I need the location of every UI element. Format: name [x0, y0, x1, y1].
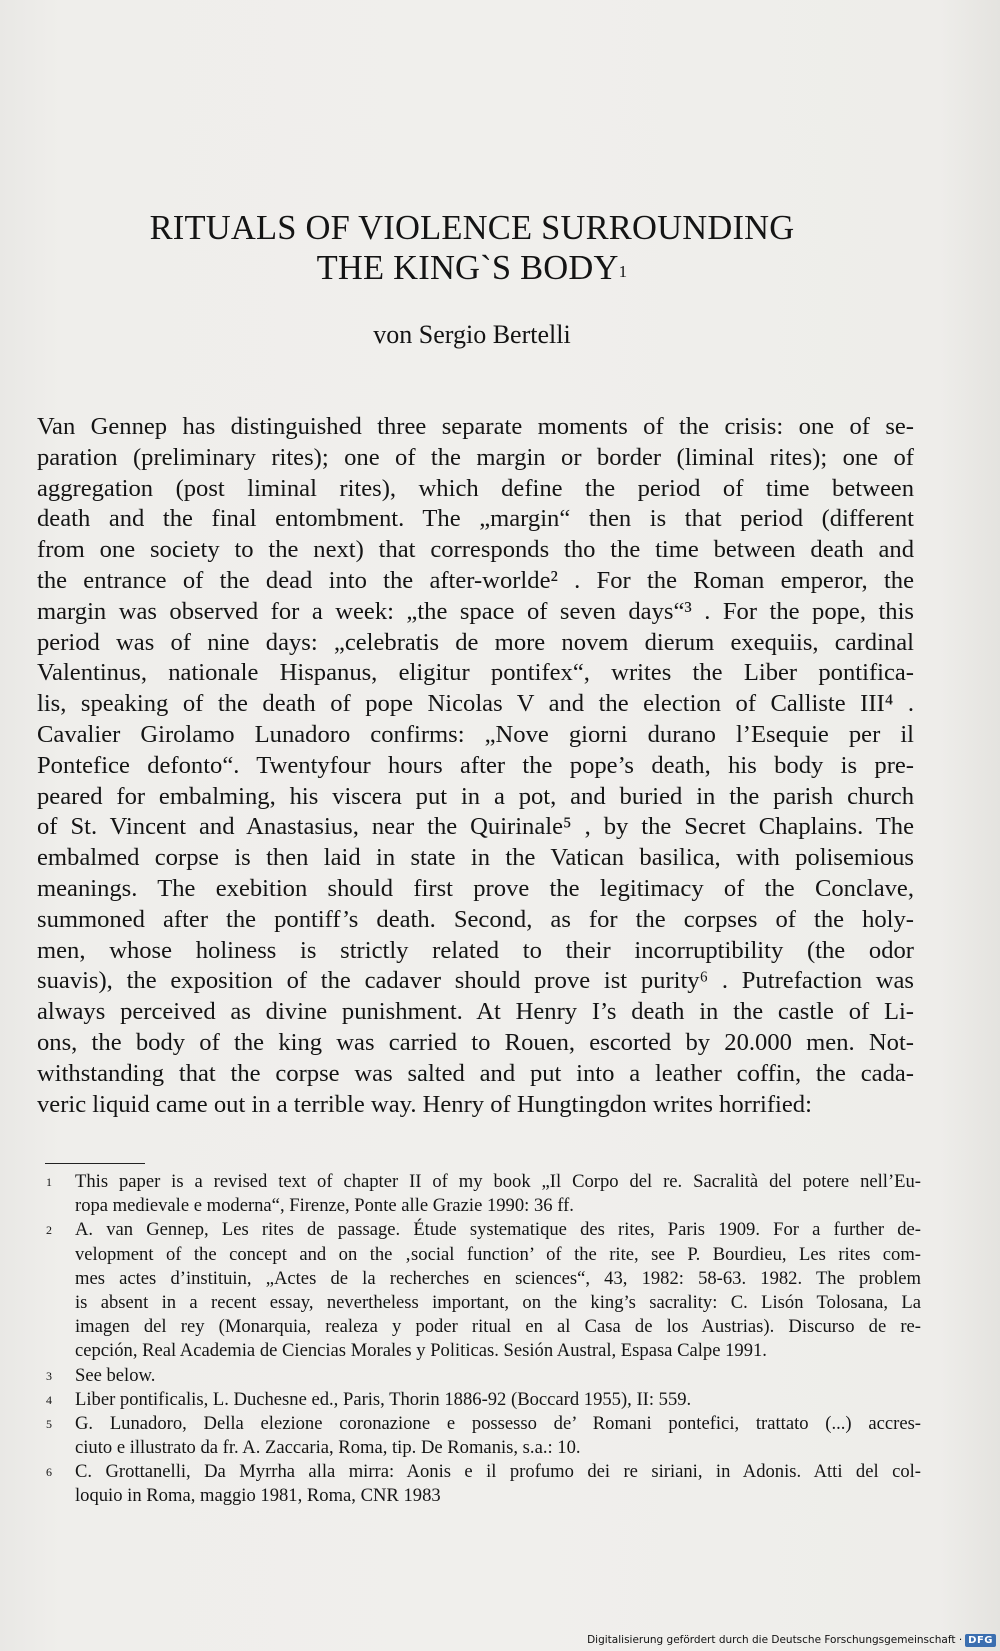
- body-line: peared for embalming, his viscera put in a pot, and buried in the parish church: [37, 782, 914, 810]
- body-line: from one society to the next) that corresponds tho the time between death and: [37, 536, 914, 564]
- footnote-line: is absent in a recent essay, nevertheless important, on the king’s sacrality: C. Lisón Tolosana, La: [75, 1291, 921, 1313]
- body-line: aggregation (post liminal rites), which define the period of time between: [37, 474, 914, 502]
- footnote-number: 2: [46, 1223, 52, 1238]
- body-line: meanings. The exebition should first prove the legitimacy of the Conclave,: [37, 874, 914, 902]
- footnote-6: [46, 1460, 921, 1508]
- footnote-5: [46, 1412, 921, 1460]
- body-line: lis, speaking of the death of pope Nicolas V and the election of Calliste III⁴ .: [37, 690, 914, 718]
- dfg-logo: DFG: [965, 1634, 996, 1647]
- title-line-1: RITUALS OF VIOLENCE SURROUNDING: [149, 209, 795, 247]
- body-line: the entrance of the dead into the after-worlde² . For the Roman emperor, the: [37, 566, 914, 594]
- footnote-rule: [45, 1163, 145, 1164]
- author-byline: von Sergio Bertelli: [373, 320, 571, 349]
- body-line: always perceived as divine punishment. At Henry I’s death in the castle of Li-: [37, 998, 914, 1026]
- body-line: summoned after the pontiff’s death. Second, as for the corpses of the holy-: [37, 905, 914, 933]
- body-line: suavis), the exposition of the cadaver should prove ist purity⁶ . Putrefaction was: [37, 967, 914, 995]
- footnote-3: [46, 1364, 921, 1388]
- footnote-line: ciuto e illustrato da fr. A. Zaccaria, Roma, tip. De Romanis, s.a.: 10.: [75, 1437, 581, 1459]
- body-line: veric liquid came out in a terrible way. Henry of Hungtingdon writes horrified:: [37, 1090, 812, 1118]
- footnote-line: ropa medievale e moderna“, Firenze, Ponte alle Grazie 1990: 36 ff.: [75, 1195, 574, 1217]
- footnote-line: cepción, Real Academia de Ciencias Morales y Politicas. Sesión Austral, Espasa Calpe 1991.: [75, 1340, 767, 1362]
- body-line: embalmed corpse is then laid in state in the Vatican basilica, with polisemious: [37, 844, 914, 872]
- footnote-1: [46, 1170, 921, 1218]
- footnote-line: loquio in Roma, maggio 1981, Roma, CNR 1983: [75, 1485, 441, 1507]
- footnote-line: velopment of the concept and on the ‚social function’ of the rite, see P. Bourdieu, Les rites com-: [75, 1243, 921, 1265]
- footnotes: [46, 1170, 921, 1509]
- body-line: Valentinus, nationale Hispanus, eligitur pontifex“, writes the Liber pontifica-: [37, 659, 914, 687]
- footnote-line: This paper is a revised text of chapter II of my book „Il Corpo del re. Sacralità del potere nell’Eu-: [75, 1171, 921, 1192]
- footnote-line: imagen del rey (Monarquia, realeza y poder ritual en al Casa de los Austrias). Discurso de re-: [75, 1316, 921, 1338]
- body-line: men, whose holiness is strictly related to their incorruptibility (the odor: [37, 936, 914, 964]
- footnote-line: C. Grottanelli, Da Myrrha alla mirra: Aonis e il profumo dei re siriani, in Adonis. Atti del col-: [75, 1461, 921, 1483]
- footnote-line: See below.: [75, 1364, 156, 1386]
- article-title: [0, 208, 944, 288]
- funding-text: Digitalisierung gefördert durch die Deutsche Forschungsgemeinschaft ·: [587, 1634, 963, 1646]
- body-line: margin was observed for a week: „the space of seven days“³ . For the pope, this: [37, 597, 914, 625]
- dfg-funding-note: [587, 1631, 996, 1649]
- body-line: of St. Vincent and Anastasius, near the Quirinale⁵ , by the Secret Chaplains. The: [37, 813, 914, 841]
- footnote-line: G. Lunadoro, Della elezione coronazione e possesso de’ Romani pontefici, trattato (...) accres-: [75, 1412, 921, 1434]
- body-line: Van Gennep has distinguished three separate moments of the crisis: one of se-: [37, 413, 914, 440]
- title-footnote-marker: 1: [618, 262, 628, 281]
- body-line: death and the final entombment. The „margin“ then is that period (different: [37, 505, 914, 533]
- title-line-2: THE KING`S BODY: [316, 249, 619, 287]
- footnote-line: mes actes d’instituin, „Actes de la recherches en sciences“, 43, 1982: 58-63. 1982. The problem: [75, 1267, 921, 1289]
- footnote-4: [46, 1388, 921, 1412]
- footnote-line: A. van Gennep, Les rites de passage. Étude systematique des rites, Paris 1909. For a further de-: [75, 1219, 921, 1241]
- footnote-number: 4: [46, 1392, 52, 1407]
- footnote-2: [46, 1218, 921, 1363]
- footnote-number: 3: [46, 1368, 52, 1383]
- footnote-number: 5: [46, 1416, 52, 1431]
- body-line: period was of nine days: „celebratis de more novem dierum exequiis, cardinal: [37, 628, 914, 656]
- body-text: [37, 412, 914, 1120]
- footnote-number: 1: [46, 1175, 52, 1189]
- body-line: Pontefice defonto“. Twentyfour hours after the pope’s death, his body is pre-: [37, 751, 914, 779]
- footnote-line: Liber pontificalis, L. Duchesne ed., Paris, Thorin 1886-92 (Boccard 1955), II: 559.: [75, 1388, 692, 1410]
- body-line: ons, the body of the king was carried to Rouen, escorted by 20.000 men. Not-: [37, 1028, 914, 1056]
- footnote-number: 6: [46, 1465, 52, 1480]
- body-line: paration (preliminary rites); one of the margin or border (liminal rites); one of: [37, 443, 914, 471]
- body-line: Cavalier Girolamo Lunadoro confirms: „Nove giorni durano l’Esequie per il: [37, 720, 914, 748]
- body-line: withstanding that the corpse was salted and put into a leather coffin, the cada-: [37, 1059, 914, 1087]
